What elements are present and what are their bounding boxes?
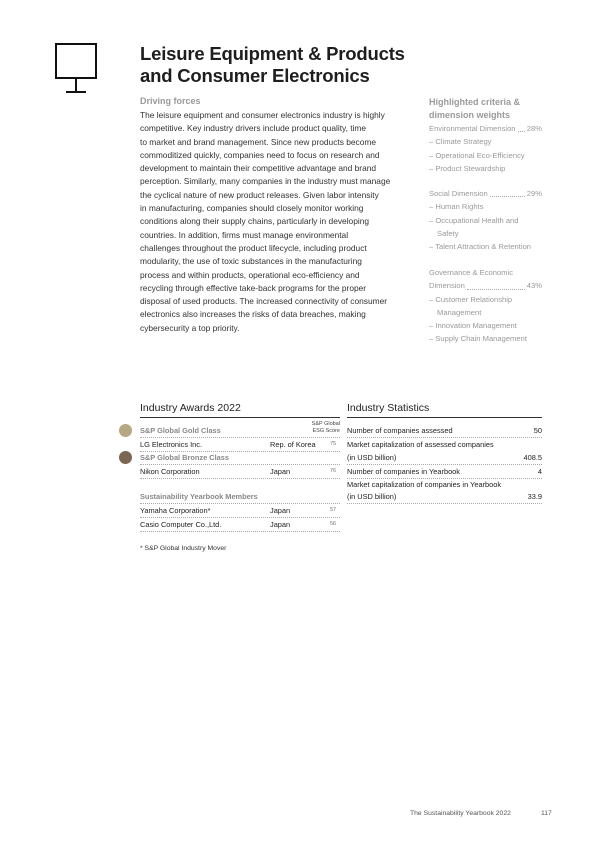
gold-class-badge	[119, 424, 132, 437]
esg-score-header-line-2: ESG Score	[312, 428, 340, 434]
company-name: Yamaha Corporation*	[140, 506, 211, 515]
table-row	[140, 438, 340, 452]
stat-label: Market capitalization of assessed companies	[347, 440, 494, 449]
body-line: electronics also increases the risks of data breaches, making	[140, 309, 366, 320]
page-number: 117	[541, 810, 552, 817]
body-line: countries. In addition, firms must manage environmental	[140, 229, 349, 240]
body-line: cybersecurity a top priority.	[140, 322, 240, 333]
body-line: the cyclical nature of new product releases. Given labor intensity	[140, 189, 379, 200]
table-row	[140, 465, 340, 479]
criterion: – Supply Chain Management	[429, 334, 527, 344]
env-label: Environmental Dimension	[429, 124, 516, 133]
company-name: Casio Computer Co.,Ltd.	[140, 520, 222, 529]
company-name: Nikon Corporation	[140, 467, 200, 476]
criterion: – Talent Attraction & Retention	[429, 242, 532, 252]
env-weight: 28%	[526, 124, 542, 133]
stat-row	[347, 424, 542, 438]
social-dimension	[429, 187, 542, 253]
stat-row	[347, 490, 542, 504]
body-line: process and within products, operational eco-efficiency and	[140, 269, 360, 280]
gold-class-label: S&P Global Gold Class	[140, 424, 340, 438]
company-country: Japan	[270, 506, 291, 515]
body-line: The leisure equipment and consumer electronics industry is highly	[140, 110, 385, 120]
body-line: development to maintain their competitive advantage and brand	[140, 163, 377, 174]
stat-label: Market capitalization of companies in Yearbook	[347, 480, 502, 489]
criterion: Management	[437, 307, 482, 317]
criteria-heading	[429, 96, 520, 122]
company-country: Japan	[270, 467, 291, 476]
esg-score: 56	[330, 521, 337, 527]
soc-label: Social Dimension	[429, 189, 488, 198]
criterion: – Operational Eco-Efficiency	[429, 150, 525, 160]
monitor-icon	[55, 43, 97, 95]
title-line-1: Leisure Equipment & Products	[140, 43, 405, 64]
body-line: perception. Similarly, many companies in the industry must manage	[140, 176, 391, 187]
stat-value: 408.5	[523, 453, 542, 462]
awards-title: Industry Awards 2022	[140, 402, 241, 414]
table-row	[140, 518, 340, 532]
criterion: – Human Rights	[429, 202, 484, 212]
body-line: disposal of used products. The increased connectivity of consumer	[140, 296, 388, 307]
stats-rule	[347, 417, 542, 418]
criterion: – Climate Strategy	[429, 137, 492, 147]
awards-rule	[140, 417, 340, 418]
gov-weight: 43%	[526, 281, 542, 291]
body-line: commoditized quickly, companies need to focus on research and	[140, 149, 380, 160]
members-label: Sustainability Yearbook Members	[140, 490, 340, 504]
esg-score: 57	[330, 507, 337, 513]
gov-label-1: Governance & Economic	[429, 268, 513, 277]
criterion: – Occupational Health and	[429, 215, 519, 225]
stats-title: Industry Statistics	[347, 402, 430, 414]
body-line: modularity, the use of toxic substances in the manufacturing	[140, 256, 362, 267]
publication-name: The Sustainability Yearbook 2022	[410, 810, 511, 817]
esg-score: 76	[330, 468, 337, 474]
stat-label: (in USD billion)	[347, 453, 397, 462]
bronze-class-label: S&P Global Bronze Class	[140, 451, 340, 465]
stat-label: (in USD billion)	[347, 492, 397, 501]
criterion: – Innovation Management	[429, 321, 517, 331]
company-name: LG Electronics Inc.	[140, 440, 203, 449]
driving-forces-heading: Driving forces	[140, 96, 201, 106]
criterion: Safety	[437, 228, 459, 238]
page-title	[140, 43, 405, 87]
stat-value: 4	[537, 467, 542, 476]
stat-row	[347, 438, 542, 451]
body-line: recycling through effective take-back programs for the proper	[140, 282, 367, 293]
criterion: – Product Stewardship	[429, 163, 506, 173]
stat-label: Number of companies in Yearbook	[347, 467, 460, 476]
body-line: in manufacturing, companies should closely monitor working	[140, 203, 364, 214]
esg-score: 75	[330, 441, 337, 447]
bronze-class-badge	[119, 451, 132, 464]
driving-forces-body	[140, 109, 390, 335]
body-line: challenges throughout the product lifecycle, including product	[140, 242, 367, 253]
stat-row	[347, 465, 542, 479]
stat-row	[347, 451, 542, 465]
body-line: competitive. Key industry drivers include product quality, time	[140, 123, 367, 134]
governance-dimension	[429, 266, 542, 346]
stat-label: Number of companies assessed	[347, 426, 453, 435]
environmental-dimension	[429, 122, 542, 175]
gov-label-2: Dimension	[429, 281, 465, 291]
body-line: conditions along their supply chains, particularly in developing	[140, 216, 370, 227]
criterion: – Customer Relationship	[429, 294, 513, 304]
criteria-heading-line-2: dimension weights	[429, 110, 511, 120]
title-line-2: and Consumer Electronics	[140, 65, 370, 86]
body-line: to market and brand management. Since new products become	[140, 136, 377, 147]
table-row	[140, 504, 340, 518]
company-country: Rep. of Korea	[270, 440, 316, 449]
stat-value: 33.9	[527, 492, 542, 501]
esg-score-header-line-1: S&P Global	[311, 421, 340, 427]
company-country: Japan	[270, 520, 291, 529]
soc-weight: 29%	[526, 189, 542, 198]
stat-value: 50	[533, 426, 542, 435]
footnote: * S&P Global Industry Mover	[140, 545, 227, 552]
criteria-heading-line-1: Highlighted criteria &	[429, 97, 521, 107]
